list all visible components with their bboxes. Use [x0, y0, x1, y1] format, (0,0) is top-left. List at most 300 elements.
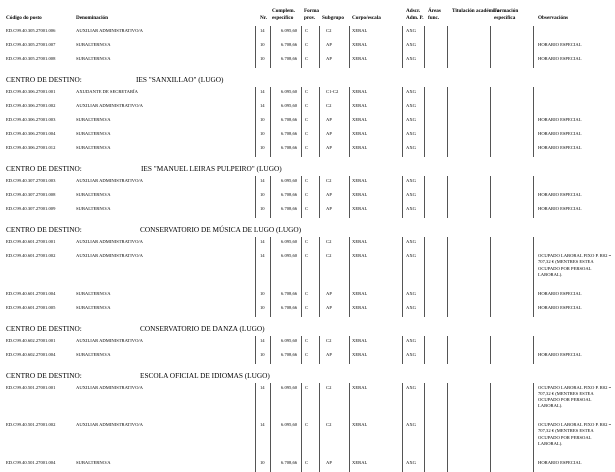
cell-forma: C — [305, 239, 309, 244]
column-divider — [301, 303, 302, 317]
column-divider — [447, 303, 448, 317]
cell-code: ED.C99.40.601.27001.005 — [6, 304, 56, 310]
cell-code: ED.C99.40.307.27001.009 — [6, 206, 56, 211]
column-divider — [319, 143, 320, 157]
column-divider — [349, 115, 350, 129]
cell-denominacion: SUBALTERNO/A — [76, 117, 111, 122]
cell-denominacion: AUXILIAR ADMINISTRATIVO/A — [76, 384, 143, 390]
column-divider — [270, 383, 271, 421]
column-divider — [301, 115, 302, 129]
column-divider — [533, 251, 534, 289]
section-center-name: CONSERVATORIO DE DANZA (LUGO) — [140, 323, 265, 333]
column-divider — [447, 143, 448, 157]
column-divider — [255, 383, 256, 421]
cell-denominacion: AUXILIAR ADMINISTRATIVO/A — [76, 239, 143, 244]
cell-code: ED.C99.40.501.27001.002 — [6, 422, 56, 427]
cell-corpo: XERAL — [352, 89, 368, 94]
column-divider — [533, 26, 534, 40]
cell-complemento: 6.095,60 — [281, 89, 298, 94]
column-divider — [319, 129, 320, 143]
column-divider — [301, 87, 302, 101]
cell-complemento: 6.095,60 — [281, 239, 298, 244]
column-divider — [490, 176, 491, 190]
cell-adscripcion: AXG — [406, 253, 416, 258]
header-observacions: Observacións — [538, 15, 568, 21]
column-divider — [447, 237, 448, 251]
cell-code: ED.C99.40.306.27001.002 — [6, 103, 56, 108]
column-divider — [490, 129, 491, 143]
header-nr: Nr. — [260, 15, 267, 21]
column-divider — [424, 101, 425, 115]
cell-observacions: HORARIO ESPECIAL — [538, 304, 582, 310]
header-codigo: Código do posto — [6, 15, 42, 21]
column-divider — [424, 336, 425, 350]
column-divider — [490, 190, 491, 204]
cell-subgrupo: C2 — [326, 253, 332, 258]
column-divider — [349, 190, 350, 204]
section-label: CENTRO DE DESTINO: — [6, 370, 82, 380]
cell-denominacion: SUBALTERNO/A — [76, 459, 111, 465]
column-divider — [424, 87, 425, 101]
cell-complemento: 6.708,66 — [281, 351, 298, 357]
cell-corpo: XERAL — [352, 422, 368, 427]
cell-code: ED.C99.40.307.27001.008 — [6, 192, 56, 197]
column-divider — [490, 40, 491, 54]
column-divider — [490, 251, 491, 289]
column-divider — [402, 129, 403, 143]
column-divider — [533, 204, 534, 218]
column-divider — [349, 237, 350, 251]
column-divider — [319, 26, 320, 40]
column-divider — [424, 190, 425, 204]
column-divider — [490, 204, 491, 218]
column-divider — [255, 54, 256, 68]
cell-adscripcion: AXG — [406, 337, 416, 343]
cell-corpo: XERAL — [352, 56, 368, 61]
cell-observacions: OCUPADO LABORAL FIXO P. R02 = 707,32 € (MENTRES ESTEA OCUPADO POR PERSOAL LABORAL). — [538, 253, 612, 277]
column-divider — [447, 190, 448, 204]
cell-corpo: XERAL — [352, 131, 368, 136]
cell-observacions: HORARIO ESPECIAL — [538, 192, 582, 197]
column-divider — [301, 129, 302, 143]
cell-adscripcion: AXG — [406, 459, 416, 465]
column-divider — [424, 129, 425, 143]
column-divider — [270, 336, 271, 350]
column-divider — [255, 40, 256, 54]
cell-subgrupo: C2 — [326, 337, 332, 343]
header-complemento-2: específico — [272, 15, 294, 21]
column-divider — [270, 87, 271, 101]
column-divider — [255, 101, 256, 115]
header-complemento-1: Complem. — [272, 8, 295, 14]
cell-denominacion: SUBALTERNO/A — [76, 56, 111, 61]
column-divider — [447, 458, 448, 472]
cell-nr: 14 — [260, 28, 265, 33]
column-divider — [447, 40, 448, 54]
column-divider — [402, 115, 403, 129]
column-divider — [402, 190, 403, 204]
header-adscr-2: Adm. P. — [406, 15, 424, 21]
column-divider — [255, 289, 256, 303]
column-divider — [533, 190, 534, 204]
cell-complemento: 6.708,66 — [281, 117, 298, 122]
cell-code: ED.C99.40.602.27001.004 — [6, 351, 56, 357]
cell-subgrupo: AP — [326, 117, 332, 122]
cell-forma: C — [305, 117, 309, 122]
cell-forma: C — [305, 337, 309, 343]
cell-forma: C — [305, 103, 309, 108]
cell-code: ED.C99.40.305.27001.006 — [6, 28, 56, 33]
column-divider — [301, 289, 302, 303]
column-divider — [533, 336, 534, 350]
cell-adscripcion: AXG — [406, 28, 416, 33]
column-divider — [349, 350, 350, 364]
cell-forma: C — [305, 206, 309, 211]
cell-adscripcion: AXG — [406, 206, 416, 211]
column-divider — [533, 54, 534, 68]
cell-code: ED.C99.40.305.27001.008 — [6, 56, 56, 61]
column-divider — [319, 289, 320, 303]
column-divider — [402, 383, 403, 421]
column-divider — [270, 143, 271, 157]
section-center-name: IES "MANUEL LEIRAS PULPEIRO" (LUGO) — [141, 164, 282, 173]
cell-forma: C — [305, 304, 309, 310]
column-divider — [424, 26, 425, 40]
column-divider — [270, 115, 271, 129]
cell-nr: 14 — [260, 239, 265, 244]
cell-corpo: XERAL — [352, 459, 368, 465]
column-divider — [424, 237, 425, 251]
column-divider — [424, 204, 425, 218]
column-divider — [402, 350, 403, 364]
cell-subgrupo: C1-C2 — [326, 89, 339, 94]
column-divider — [533, 458, 534, 472]
header-adscr-1: Adscr. — [406, 8, 421, 14]
column-divider — [402, 303, 403, 317]
table-row — [0, 89, 615, 99]
column-divider — [447, 115, 448, 129]
column-divider — [319, 336, 320, 350]
cell-forma: C — [305, 89, 309, 94]
cell-complemento: 6.708,66 — [281, 192, 298, 197]
cell-denominacion: AUXILIAR ADMINISTRATIVO/A — [76, 28, 143, 33]
cell-observacions: HORARIO ESPECIAL — [538, 351, 582, 357]
cell-complemento: 6.095,60 — [281, 337, 298, 343]
cell-subgrupo: C2 — [326, 178, 332, 183]
column-divider — [490, 350, 491, 364]
column-divider — [349, 336, 350, 350]
cell-nr: 10 — [260, 351, 265, 357]
table-row — [0, 103, 615, 113]
cell-adscripcion: AXG — [406, 103, 416, 108]
column-divider — [301, 101, 302, 115]
cell-code: ED.C99.40.307.27001.003 — [6, 178, 56, 183]
column-divider — [255, 190, 256, 204]
cell-complemento: 6.708,66 — [281, 145, 298, 150]
column-divider — [349, 129, 350, 143]
cell-corpo: XERAL — [352, 145, 368, 150]
column-divider — [402, 143, 403, 157]
cell-complemento: 6.708,66 — [281, 131, 298, 136]
column-divider — [533, 237, 534, 251]
column-divider — [319, 101, 320, 115]
cell-forma: C — [305, 290, 309, 296]
cell-nr: 14 — [260, 89, 265, 94]
cell-nr: 10 — [260, 131, 265, 136]
column-divider — [349, 54, 350, 68]
column-divider — [319, 303, 320, 317]
cell-code: ED.C99.40.601.27001.004 — [6, 290, 56, 296]
cell-corpo: XERAL — [352, 290, 368, 296]
column-divider — [349, 26, 350, 40]
column-divider — [255, 204, 256, 218]
table-row — [0, 131, 615, 141]
column-divider — [490, 115, 491, 129]
cell-nr: 14 — [260, 422, 265, 427]
table-row — [0, 384, 615, 409]
cell-adscripcion: AXG — [406, 178, 416, 183]
cell-adscripcion: AXG — [406, 422, 416, 427]
cell-nr: 10 — [260, 192, 265, 197]
cell-corpo: XERAL — [352, 117, 368, 122]
column-divider — [490, 383, 491, 421]
column-divider — [349, 143, 350, 157]
cell-complemento: 6.708,66 — [281, 459, 298, 465]
cell-nr: 10 — [260, 304, 265, 310]
column-divider — [255, 26, 256, 40]
column-divider — [349, 251, 350, 289]
column-divider — [424, 350, 425, 364]
cell-adscripcion: AXG — [406, 42, 416, 47]
table-row — [0, 56, 615, 66]
column-divider — [447, 176, 448, 190]
cell-forma: C — [305, 192, 309, 197]
cell-subgrupo: AP — [326, 290, 332, 296]
column-divider — [447, 289, 448, 303]
cell-code: ED.C99.40.601.27001.002 — [6, 253, 56, 258]
cell-corpo: XERAL — [352, 206, 368, 211]
column-divider — [402, 251, 403, 289]
cell-corpo: XERAL — [352, 384, 368, 390]
cell-forma: C — [305, 28, 309, 33]
column-divider — [270, 289, 271, 303]
table-row — [0, 239, 615, 249]
cell-forma: C — [305, 131, 309, 136]
cell-adscripcion: AXG — [406, 239, 416, 244]
column-divider — [349, 204, 350, 218]
column-divider — [319, 40, 320, 54]
cell-adscripcion: AXG — [406, 351, 416, 357]
column-divider — [533, 143, 534, 157]
column-divider — [490, 237, 491, 251]
column-divider — [255, 129, 256, 143]
cell-subgrupo: C2 — [326, 28, 332, 33]
column-divider — [255, 176, 256, 190]
column-divider — [319, 251, 320, 289]
section-label: CENTRO DE DESTINO: — [6, 164, 82, 173]
cell-denominacion: AUXILIAR ADMINISTRATIVO/A — [76, 253, 143, 258]
cell-code: ED.C99.40.306.27001.003 — [6, 117, 56, 122]
column-divider — [255, 303, 256, 317]
column-divider — [402, 237, 403, 251]
column-divider — [255, 336, 256, 350]
cell-complemento: 6.708,66 — [281, 206, 298, 211]
column-divider — [533, 115, 534, 129]
table-row — [0, 352, 615, 362]
cell-denominacion: SUBALTERNO/A — [76, 145, 111, 150]
cell-denominacion: AUXILIAR ADMINISTRATIVO/A — [76, 178, 143, 183]
column-divider — [533, 40, 534, 54]
cell-observacions: HORARIO ESPECIAL — [538, 56, 582, 61]
column-divider — [270, 237, 271, 251]
column-divider — [424, 303, 425, 317]
column-divider — [301, 383, 302, 421]
cell-denominacion: SUBALTERNO/A — [76, 351, 111, 357]
column-divider — [402, 101, 403, 115]
cell-subgrupo: AP — [326, 351, 332, 357]
cell-subgrupo: C2 — [326, 103, 332, 108]
cell-subgrupo: AP — [326, 459, 332, 465]
cell-observacions: HORARIO ESPECIAL — [538, 42, 582, 47]
section-label: CENTRO DE DESTINO: — [6, 323, 82, 333]
cell-adscripcion: AXG — [406, 117, 416, 122]
cell-code: ED.C99.40.306.27001.012 — [6, 145, 56, 150]
column-divider — [533, 289, 534, 303]
column-divider — [447, 336, 448, 350]
column-divider — [301, 190, 302, 204]
cell-subgrupo: AP — [326, 192, 332, 197]
column-divider — [402, 87, 403, 101]
cell-subgrupo: C2 — [326, 239, 332, 244]
cell-subgrupo: AP — [326, 206, 332, 211]
cell-corpo: XERAL — [352, 239, 368, 244]
cell-nr: 14 — [260, 253, 265, 258]
cell-forma: C — [305, 42, 309, 47]
section-center-name: ESCOLA OFICIAL DE IDIOMAS (LUGO) — [140, 370, 270, 380]
header-denominacion: Denominación — [76, 15, 108, 21]
column-divider — [255, 350, 256, 364]
column-divider — [270, 303, 271, 317]
column-divider — [490, 458, 491, 472]
table-row — [0, 145, 615, 155]
column-divider — [424, 54, 425, 68]
column-divider — [255, 115, 256, 129]
column-divider — [349, 40, 350, 54]
column-divider — [402, 40, 403, 54]
cell-corpo: XERAL — [352, 337, 368, 343]
column-divider — [402, 204, 403, 218]
column-divider — [301, 26, 302, 40]
column-divider — [301, 54, 302, 68]
column-divider — [402, 54, 403, 68]
column-divider — [319, 190, 320, 204]
header-formacion-1: Formación — [494, 8, 519, 14]
column-divider — [533, 101, 534, 115]
column-divider — [533, 87, 534, 101]
cell-corpo: XERAL — [352, 103, 368, 108]
header-formacion-2: específica — [494, 15, 516, 21]
column-divider — [349, 458, 350, 472]
column-divider — [402, 336, 403, 350]
column-divider — [301, 350, 302, 364]
cell-nr: 10 — [260, 117, 265, 122]
header-forma-1: Forma — [304, 8, 319, 14]
column-divider — [447, 350, 448, 364]
cell-observacions: HORARIO ESPECIAL — [538, 290, 582, 296]
cell-adscripcion: AXG — [406, 131, 416, 136]
column-divider — [270, 190, 271, 204]
column-divider — [349, 176, 350, 190]
column-divider — [270, 54, 271, 68]
cell-forma: C — [305, 56, 309, 61]
cell-forma: C — [305, 459, 309, 465]
column-divider — [255, 251, 256, 289]
table-row — [0, 253, 615, 277]
cell-subgrupo: AP — [326, 145, 332, 150]
header-areas-1: Áreas — [428, 8, 441, 14]
column-divider — [447, 26, 448, 40]
cell-complemento: 6.095,60 — [281, 422, 298, 427]
cell-nr: 10 — [260, 206, 265, 211]
column-divider — [447, 204, 448, 218]
cell-adscripcion: AXG — [406, 192, 416, 197]
cell-denominacion: AXUDANTE DE SECRETARÍA — [76, 89, 138, 94]
column-divider — [255, 458, 256, 472]
column-divider — [270, 458, 271, 472]
cell-subgrupo: AP — [326, 56, 332, 61]
table-row — [0, 178, 615, 188]
cell-denominacion: SUBALTERNO/A — [76, 304, 111, 310]
column-divider — [270, 40, 271, 54]
column-divider — [402, 458, 403, 472]
table-row — [0, 338, 615, 348]
table-row — [0, 422, 615, 446]
column-divider — [319, 176, 320, 190]
section-label: CENTRO DE DESTINO: — [6, 225, 82, 234]
column-divider — [319, 54, 320, 68]
cell-nr: 10 — [260, 290, 265, 296]
cell-subgrupo: C2 — [326, 384, 332, 390]
cell-adscripcion: AXG — [406, 384, 416, 390]
cell-code: ED.C99.40.305.27001.007 — [6, 42, 56, 47]
cell-denominacion: SUBALTERNO/A — [76, 192, 111, 197]
cell-denominacion: AUXILIAR ADMINISTRATIVO/A — [76, 103, 143, 108]
column-divider — [447, 251, 448, 289]
column-divider — [270, 101, 271, 115]
cell-subgrupo: C2 — [326, 422, 332, 427]
section-label: CENTRO DE DESTINO: — [6, 75, 82, 84]
cell-denominacion: AUXILIAR ADMINISTRATIVO/A — [76, 337, 143, 343]
header-corpo: Corpo/escala — [352, 15, 381, 21]
cell-subgrupo: AP — [326, 42, 332, 47]
cell-corpo: XERAL — [352, 42, 368, 47]
header-forma-2: prov. — [304, 15, 316, 21]
column-divider — [301, 143, 302, 157]
column-divider — [402, 176, 403, 190]
cell-adscripcion: AXG — [406, 290, 416, 296]
column-divider — [533, 350, 534, 364]
column-divider — [319, 458, 320, 472]
cell-observacions: HORARIO ESPECIAL — [538, 206, 582, 211]
cell-complemento: 6.095,60 — [281, 103, 298, 108]
column-divider — [402, 289, 403, 303]
column-divider — [533, 129, 534, 143]
cell-observacions: HORARIO ESPECIAL — [538, 145, 582, 150]
cell-nr: 14 — [260, 103, 265, 108]
table-row — [0, 117, 615, 127]
cell-adscripcion: AXG — [406, 145, 416, 150]
cell-forma: C — [305, 384, 309, 390]
